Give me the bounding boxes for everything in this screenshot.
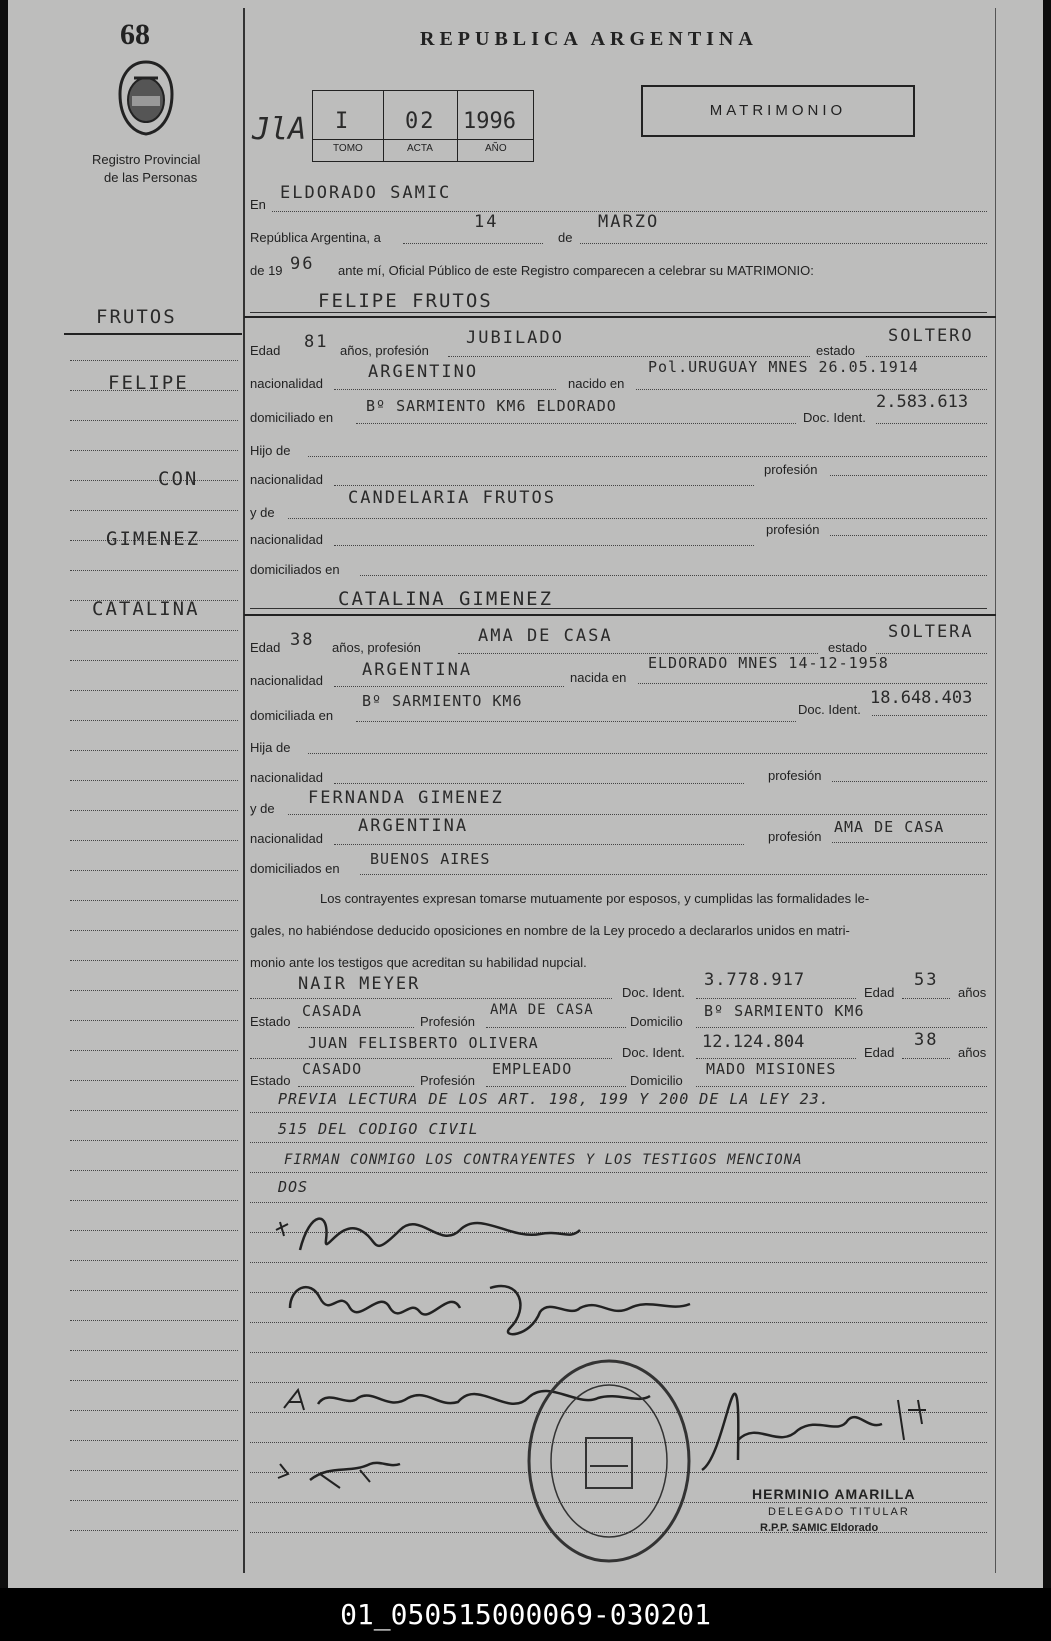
margin-rule [70, 570, 238, 571]
bride-estado-label: estado [828, 640, 868, 655]
bride-father-prof-label: profesión [768, 768, 822, 783]
witness2-doc: 12.124.804 [702, 1032, 805, 1052]
witness2-name: JUAN FELISBERTO OLIVERA [308, 1034, 539, 1052]
margin-rule [70, 1470, 238, 1471]
bride-hija-label: Hija de [250, 740, 291, 755]
margin-rule [70, 720, 238, 721]
margin-rule [70, 1050, 238, 1051]
margin-rule [70, 930, 238, 931]
groom-estado: SOLTERO [888, 326, 974, 346]
ano-value: 1996 [463, 109, 516, 134]
bride-doms-label: domiciliados en [250, 861, 340, 876]
margin-bride-surname: GIMENEZ [106, 528, 201, 550]
groom-estado-label: estado [816, 343, 856, 358]
witness2-anos-label: años [958, 1045, 987, 1060]
acta-value: 02 [405, 109, 436, 134]
margin-rule [70, 870, 238, 871]
intro-text: ante mí, Oficial Público de este Registro comparecen a celebrar su MATRIMONIO: [338, 263, 814, 278]
groom-nationality: ARGENTINO [368, 362, 479, 382]
body-rule [250, 1112, 987, 1113]
month: MARZO [598, 212, 660, 232]
bride-mother: FERNANDA GIMENEZ [308, 788, 504, 808]
note-line4: DOS [278, 1178, 309, 1196]
margin-rule [70, 1020, 238, 1021]
bride-profession: AMA DE CASA [478, 626, 613, 646]
official-name: HERMINIO AMARILLA [752, 1486, 916, 1502]
year-suffix: 96 [290, 254, 315, 274]
bride-age: 38 [290, 630, 315, 650]
bride-address: Bº SARMIENTO KM6 [362, 692, 523, 710]
groom-nac-label: nacionalidad [250, 376, 324, 391]
bride-edad-label: Edad [250, 640, 281, 655]
margin-rule [70, 690, 238, 691]
body-rule [250, 1172, 987, 1173]
note-line2: 515 DEL CODIGO CIVIL [278, 1120, 479, 1138]
groom-father-prof-label: profesión [764, 462, 818, 477]
groom-doms-label: domiciliados en [250, 562, 340, 577]
margin-rule [70, 420, 238, 421]
bride-parents-address: BUENOS AIRES [370, 850, 491, 868]
margin-rule [70, 660, 238, 661]
margin-rule [70, 1200, 238, 1201]
scan-code-footer: 01_050515000069-030201 [0, 1588, 1051, 1641]
margin-rule [70, 1500, 238, 1501]
margin-rule [70, 1410, 238, 1411]
margin-rule [70, 1290, 238, 1291]
groom-mother-prof-label: profesión [766, 522, 820, 537]
groom-father-nac-label: nacionalidad [250, 472, 324, 487]
witness2-prof-label: Profesión [420, 1073, 475, 1088]
bride-anos-profesion: años, profesión [332, 640, 421, 655]
registry-seal-icon [524, 1356, 694, 1566]
margin-rule [70, 450, 238, 451]
margin-rule [70, 960, 238, 961]
witness1-estado: CASADA [302, 1002, 363, 1020]
declaration-line2: gales, no habiéndose deducido oposiciones en nombre de la Ley procedo a declararlos unidos en matri- [250, 923, 850, 938]
note-line3: FIRMAN CONMIGO LOS CONTRAYENTES Y LOS TESTIGOS MENCIONA [284, 1152, 803, 1168]
official-office: R.P.P. SAMIC Eldorado [760, 1522, 879, 1534]
witness1-address: Bº SARMIENTO KM6 [704, 1002, 865, 1020]
margin-rule [70, 840, 238, 841]
acta-label: ACTA [407, 143, 433, 154]
bride-name: CATALINA GIMENEZ [338, 588, 554, 610]
margin-rule [70, 1140, 238, 1141]
groom-anos-profesion: años, profesión [340, 343, 429, 358]
groom-doc: 2.583.613 [876, 392, 969, 412]
witness1-dom-label: Domicilio [630, 1014, 683, 1029]
record-number-table [312, 90, 534, 162]
groom-birth: Pol.URUGUAY MNES 26.05.1914 [648, 358, 919, 376]
witness2-dom-label: Domicilio [630, 1073, 683, 1088]
margin-rule [70, 360, 238, 361]
book-number: 68 [120, 18, 150, 51]
bride-signature [280, 1268, 700, 1348]
margin-rule [70, 1530, 238, 1531]
bride-mother-profession: AMA DE CASA [834, 818, 945, 836]
body-rule [250, 1352, 987, 1353]
groom-dom-label: domiciliado en [250, 410, 334, 425]
groom-doc-label: Doc. Ident. [803, 410, 866, 425]
country-title: REPUBLICA ARGENTINA [420, 28, 758, 50]
witness1-anos-label: años [958, 985, 987, 1000]
witness1-profession: AMA DE CASA [490, 1002, 594, 1018]
margin-rule [70, 810, 238, 811]
witness2-profession: EMPLEADO [492, 1060, 573, 1078]
margin-rule [70, 1440, 238, 1441]
witness1-doc-label: Doc. Ident. [622, 985, 685, 1000]
bride-doc-label: Doc. Ident. [798, 702, 861, 717]
witness1-edad-label: Edad [864, 985, 895, 1000]
right-border [995, 8, 996, 1573]
margin-rule [70, 1260, 238, 1261]
margin-rule [70, 1320, 238, 1321]
bride-nac-label: nacionalidad [250, 673, 324, 688]
margin-rule [70, 1230, 238, 1231]
bride-estado: SOLTERA [888, 622, 974, 642]
clerk-initials: JlA [252, 112, 307, 147]
act-type-box [641, 85, 915, 137]
margin-rule [70, 1110, 238, 1111]
day: 14 [474, 212, 499, 232]
groom-profession: JUBILADO [466, 328, 564, 348]
groom-nacido-label: nacido en [568, 376, 625, 391]
witness2-estado: CASADO [302, 1060, 363, 1078]
republic-label: República Argentina, a [250, 230, 381, 245]
groom-signature [270, 1200, 590, 1270]
certificate-page [8, 0, 1043, 1588]
bride-nacida-label: nacida en [570, 670, 627, 685]
margin-first-name: FELIPE [108, 372, 189, 394]
witness2-signature [270, 1444, 410, 1494]
margin-rule [70, 480, 238, 481]
note-line1: PREVIA LECTURA DE LOS ART. 198, 199 Y 200 DE LA LEY 23. [278, 1090, 830, 1108]
margin-divider [243, 8, 245, 1573]
margin-rule [70, 1080, 238, 1081]
registry-name-line1: Registro Provincial [92, 152, 201, 167]
margin-rule [70, 900, 238, 901]
bride-yde-label: y de [250, 801, 275, 816]
witness2-age: 38 [914, 1030, 939, 1050]
witness1-name: NAIR MEYER [298, 974, 421, 994]
act-type: MATRIMONIO [709, 102, 847, 119]
witness2-estado-label: Estado [250, 1073, 291, 1088]
groom-mother: CANDELARIA FRUTOS [348, 488, 556, 508]
groom-address: Bº SARMIENTO KM6 ELDORADO [366, 397, 617, 415]
declaration-line3: monio ante los testigos que acreditan su habilidad nupcial. [250, 955, 587, 970]
tomo-label: TOMO [333, 143, 363, 154]
bride-doc: 18.648.403 [870, 688, 973, 708]
groom-age: 81 [304, 332, 329, 352]
declaration-line1: Los contrayentes expresan tomarse mutuamente por esposos, y cumplidas las formalidades le- [320, 891, 870, 906]
margin-rule [70, 990, 238, 991]
place: ELDORADO SAMIC [280, 183, 452, 203]
witness1-doc: 3.778.917 [704, 970, 806, 990]
bride-father-nac-label: nacionalidad [250, 770, 324, 785]
body-rule [250, 1142, 987, 1143]
en-label: En [250, 197, 266, 212]
tomo-value: I [335, 109, 351, 134]
witness1-age: 53 [914, 970, 939, 990]
margin-rule [70, 630, 238, 631]
official-signature [698, 1380, 958, 1480]
margin-rule [70, 1350, 238, 1351]
ano-label: AÑO [485, 143, 507, 154]
bride-mother-nationality: ARGENTINA [358, 816, 469, 836]
year-prefix: de 19 [250, 263, 283, 278]
witness2-edad-label: Edad [864, 1045, 895, 1060]
witness1-estado-label: Estado [250, 1014, 291, 1029]
coat-of-arms-icon [112, 58, 180, 138]
witness2-doc-label: Doc. Ident. [622, 1045, 685, 1060]
margin-rule [70, 1170, 238, 1171]
witness1-prof-label: Profesión [420, 1014, 475, 1029]
bride-mother-prof-label: profesión [768, 829, 822, 844]
groom-mother-nac-label: nacionalidad [250, 532, 324, 547]
de-label: de [558, 230, 573, 245]
groom-yde-label: y de [250, 505, 275, 520]
groom-edad-label: Edad [250, 343, 281, 358]
margin-rule [70, 510, 238, 511]
official-title: DELEGADO TITULAR [768, 1506, 910, 1518]
margin-rule [70, 750, 238, 751]
bride-dom-label: domiciliada en [250, 708, 334, 723]
registry-name-line2: de las Personas [104, 170, 198, 185]
margin-rule [70, 780, 238, 781]
margin-surname: FRUTOS [96, 306, 177, 328]
bride-birth: ELDORADO MNES 14-12-1958 [648, 654, 889, 672]
margin-rule [70, 1380, 238, 1381]
bride-nationality: ARGENTINA [362, 660, 473, 680]
witness2-address: MADO MISIONES [706, 1060, 837, 1078]
margin-bride-name: CATALINA [92, 598, 200, 620]
groom-hijo-label: Hijo de [250, 443, 291, 458]
bride-mother-nac-label: nacionalidad [250, 831, 324, 846]
margin-top-rule [64, 333, 242, 335]
margin-con: CON [158, 468, 199, 490]
groom-name: FELIPE FRUTOS [318, 290, 493, 312]
